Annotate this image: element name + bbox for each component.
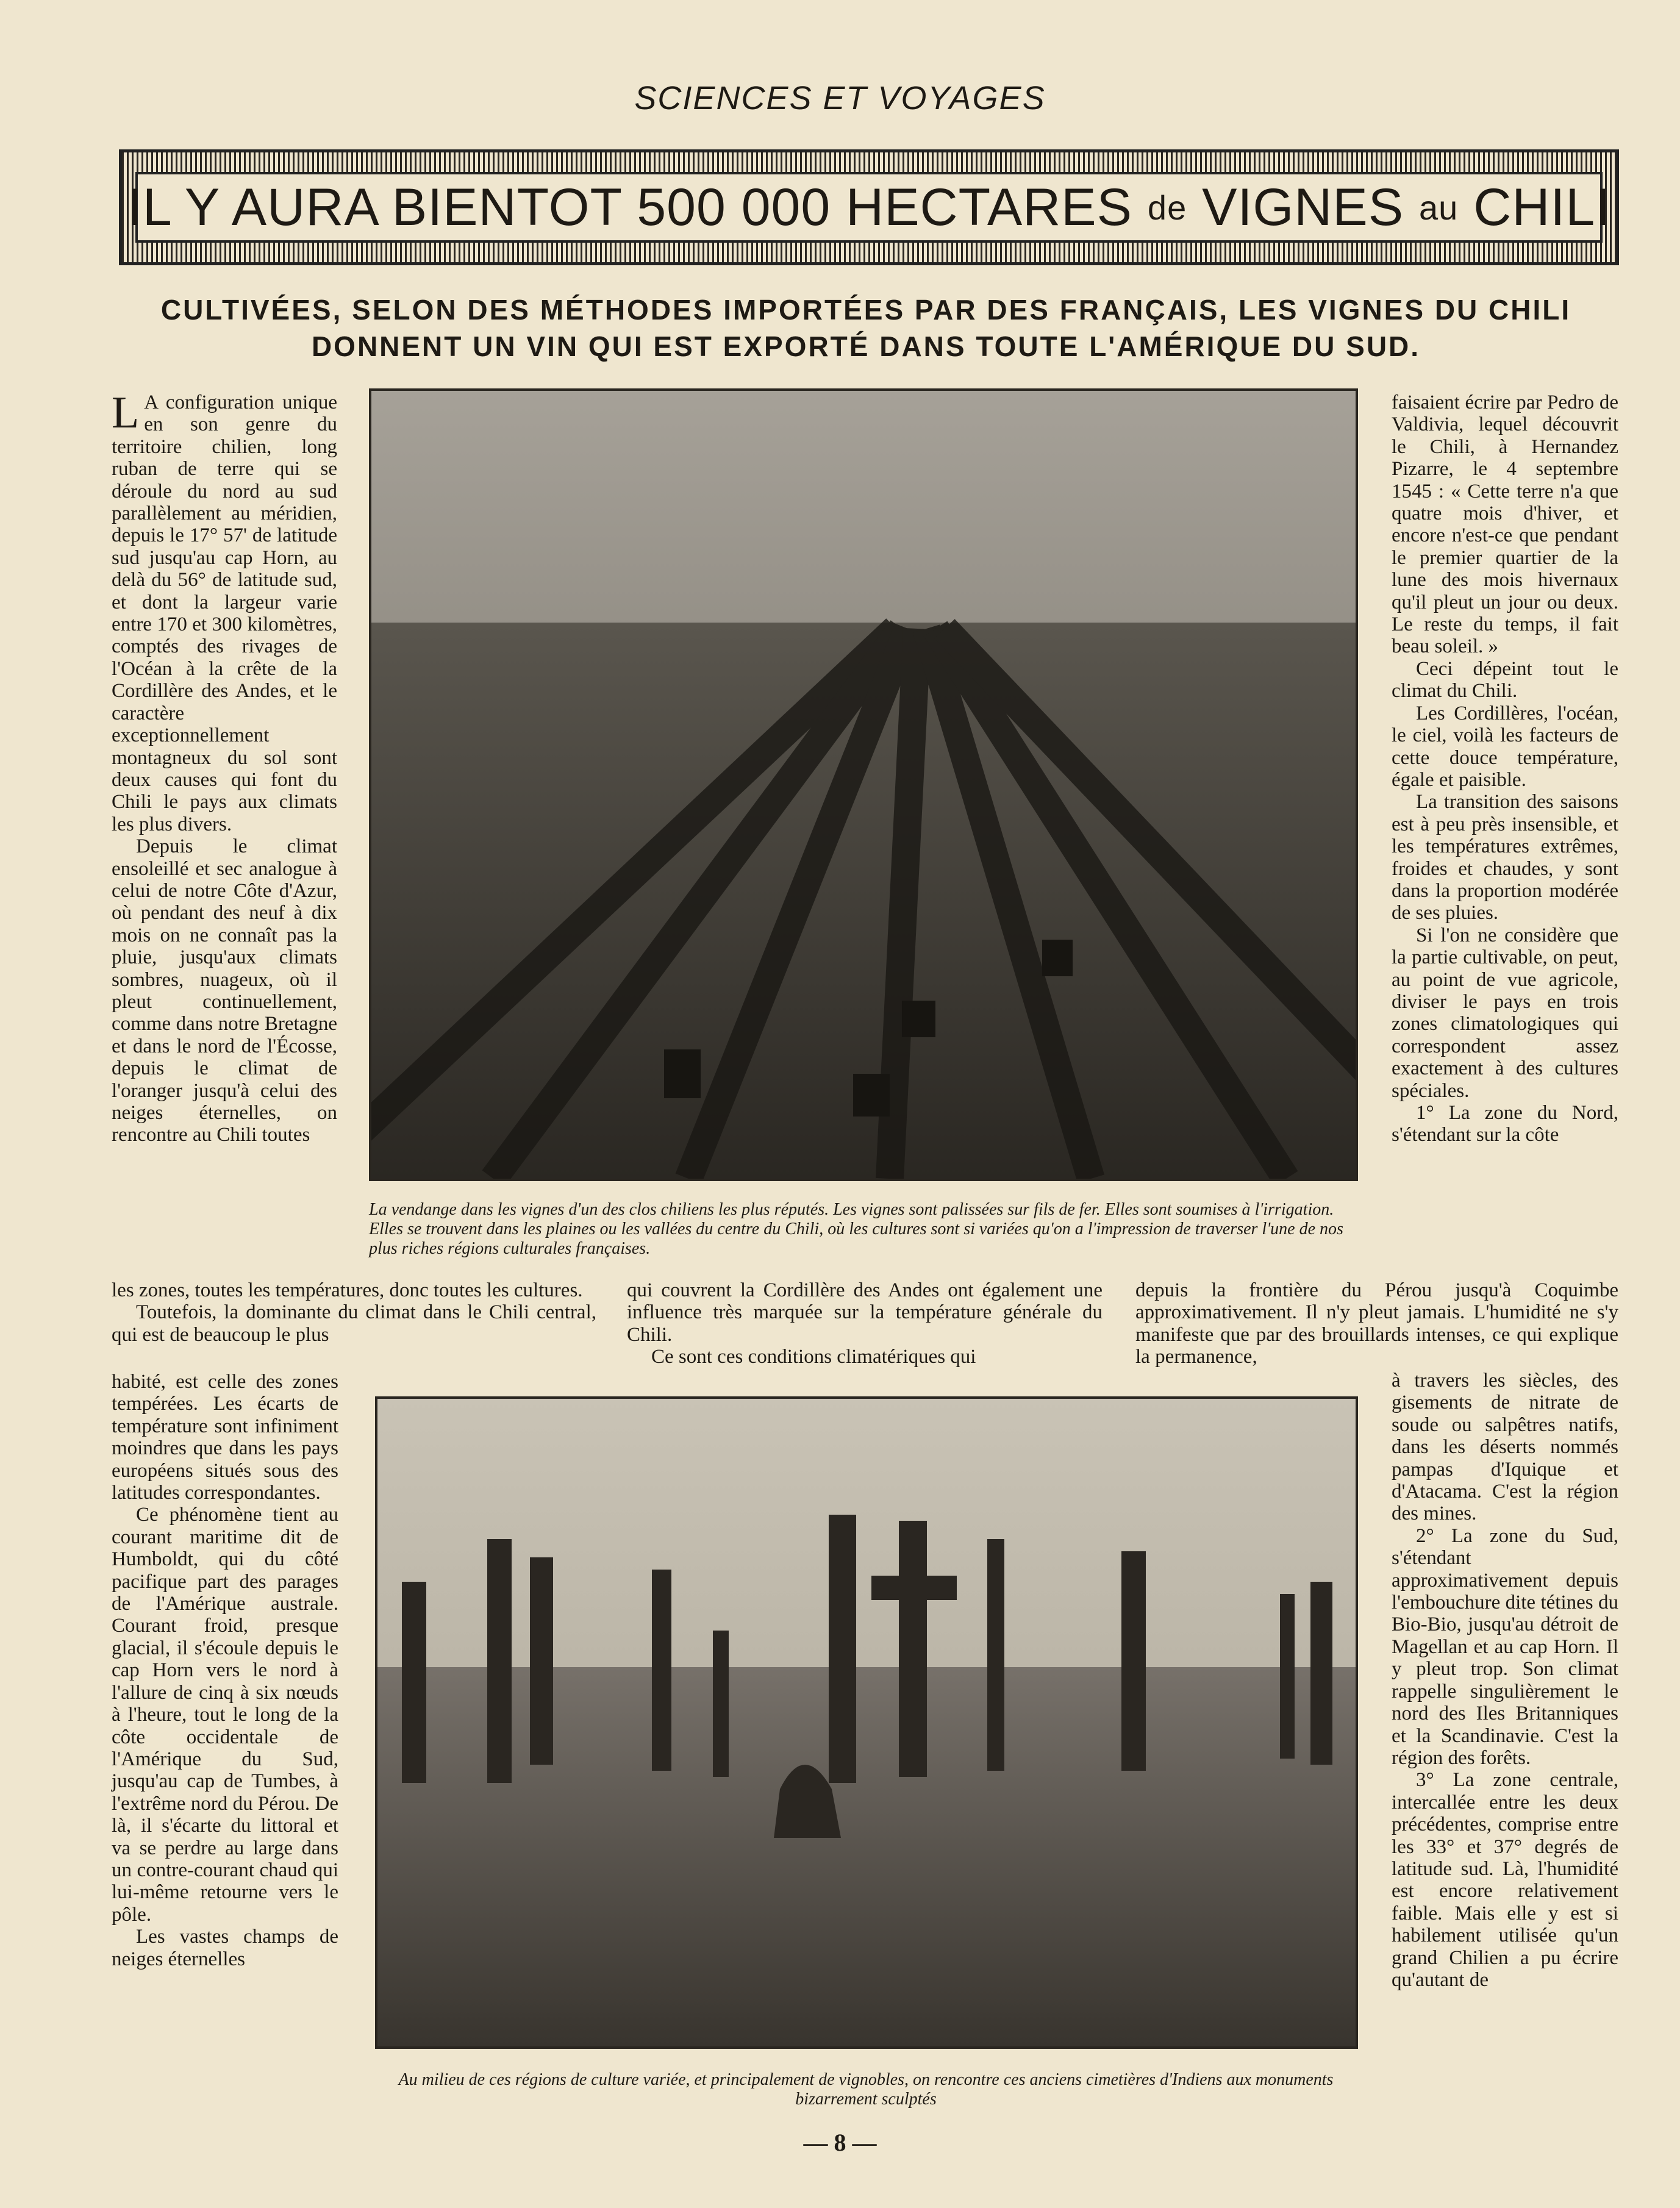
paragraph-zones: Si l'on ne considère que la partie cultivable, on peut, au point de vue agricole, diviser le pays en trois zones climatologiques qui correspondent assez exactement à des cultures spéciales. xyxy=(1392,924,1618,1102)
paragraph-valdivia: faisaient écrire par Pedro de Valdivia, lequel découvrit le Chili, à Hernandez Pizarre, le 4 septembre 1545 : « Cette terre n'a que quatre mois d'hiver, et encore n'est-ce que pendant le premier quartier de la lune des mois hivernaux qu'il pleut un jour ou deux. Le reste du temps, il fait beau soleil. » xyxy=(1392,391,1618,658)
article-title xyxy=(127,172,1611,243)
paragraph-humboldt: Ce phénomène tient au courant maritime dit de Humboldt, qui du côté pacifique part des parages de l'Amérique australe. Courant froid, presque glacial, il s'écoule depuis le cap Horn vers le nord à l'allure de cinq à six nœuds à l'heure, tout le long de la côte occidentale de l'Amérique du Sud, jusqu'au cap de Tumbes, à l'extrême nord du Pérou. De là, il s'écarte du littoral et va se perdre au large dans un contre-courant chaud qui lui-même retourne vers le pôle. xyxy=(112,1504,338,1926)
paragraph-climates: Depuis le climat ensoleillé et sec analogue à celui de notre Côte d'Azur, où pendant des neuf à dix mois on ne connaît pas la pluie, jusqu'aux climats sombres, nuageux, où il pleut continuellement, comme dans notre Bretagne et dans le nord de l'Écosse, depuis le climat de l'oranger jusqu'à celui des neiges éternelles, on rencontre au Chili toutes xyxy=(112,835,337,1146)
left-column-lower xyxy=(112,1371,338,2109)
paragraph-climate-summary: Ceci dépeint tout le climat du Chili. xyxy=(1392,657,1618,702)
paragraph-conditions: Ce sont ces conditions climatériques qui xyxy=(651,1346,976,1368)
paragraph-temperate: habité, est celle des zones tempérées. Les écarts de température sont infiniment moindres que dans les pays européens situés sous des latitudes correspondantes. xyxy=(112,1371,338,1504)
paragraph-cultures: les zones, toutes les températures, donc toutes les cultures. xyxy=(112,1279,583,1301)
paragraph-factors: Les Cordillères, l'océan, le ciel, voilà les facteurs de cette douce température, égale et paisible. xyxy=(1392,702,1618,791)
paragraph-transition: La transition des saisons est à peu près insensible, et les températures extrêmes, froides et chaudes, y sont dans la proportion modérée de ses pluies. xyxy=(1392,791,1618,924)
wide-band-left xyxy=(112,1279,596,1368)
vineyard-photo xyxy=(369,388,1358,1181)
title-part-a: IL Y AURA BIENTOT 500 000 HECTARES xyxy=(127,177,1133,237)
title-au: au xyxy=(1419,188,1459,227)
right-column-lower xyxy=(1392,1370,1618,2113)
title-part-c: CHILI xyxy=(1473,177,1611,237)
dropcap: L xyxy=(112,388,140,438)
paragraph-cordillere: qui couvrent la Cordillère des Andes ont également une influence très marquée sur la température générale du Chili. xyxy=(627,1279,1103,1346)
magazine-header: SCIENCES ET VOYAGES xyxy=(634,80,1046,116)
paragraph-snowfields: Les vastes champs de neiges éternelles xyxy=(112,1926,338,1970)
vineyard-caption: La vendange dans les vignes d'un des clos chiliens les plus réputés. Les vignes sont palissées sur fils de fer. Elles sont soumises à l'irrigation. Elles se trouvent dans les plaines ou les vallées du centre du Chili, où les cultures sont si variées qu'on a l'impression de traverser l'une de nos plus riches régions culturales françaises. xyxy=(369,1200,1343,1258)
paragraph-dominant: Toutefois, la dominante du climat dans le Chili central, qui est de beaucoup le plus xyxy=(112,1301,596,1346)
wide-band-middle xyxy=(627,1279,1103,1368)
cemetery-photo-icon xyxy=(377,1399,1356,2046)
article-subtitle: CULTIVÉES, SELON DES MÉTHODES IMPORTÉES PAR DES FRANÇAIS, LES VIGNES DU CHILI DONNENT UN VIN QUI EST EXPORTÉ DANS TOUTE L'AMÉRIQUE DU SUD. xyxy=(160,294,1571,362)
wide-band-right xyxy=(1135,1279,1618,1368)
title-banner xyxy=(119,149,1619,265)
paragraph-zone-south: 2° La zone du Sud, s'étendant approximativement depuis l'embouchure dite tétines du Bio-Bio, jusqu'au détroit de Magellan et au cap Horn. Il y pleut trop. Son climat rappelle singulièrement le nord des Iles Britanniques et la Scandinavie. C'est la région des forêts. xyxy=(1392,1524,1618,1769)
paragraph-intro: A configuration unique en son genre du territoire chilien, long ruban de terre qui se déroule du nord au sud parallèlement au méridien, depuis le 17° 57' de latitude sud jusqu'au cap Horn, au delà du 56° de latitude sud, et dont la largeur varie entre 170 et 300 kilomètres, comptés des rivages de l'Océan à la crête de la Cordillère des Andes, et le caractère exceptionnellement montagneux du sol sont deux causes qui font du Chili le pays aux climats les plus divers. xyxy=(112,391,337,835)
title-de: de xyxy=(1147,188,1187,227)
page-number: — 8 — xyxy=(803,2129,877,2156)
right-column-top xyxy=(1392,391,1618,1270)
vineyard-photo-icon xyxy=(371,391,1356,1179)
cemetery-caption: Au milieu de ces régions de culture variée, et principalement de vignobles, on rencontre ces anciens cimetières d'Indiens aux monuments bizarrement sculptés xyxy=(398,2070,1334,2109)
paragraph-north-zone: depuis la frontière du Pérou jusqu'à Coquimbe approximativement. Il n'y pleut jamais. L'humidité ne s'y manifeste que par des brouillards intenses, ce qui explique la permanence, xyxy=(1135,1279,1618,1368)
cemetery-photo xyxy=(375,1396,1358,2049)
paragraph-mines: à travers les siècles, des gisements de nitrate de soude ou salpêtres natifs, dans les déserts nommés pampas d'Iquique et d'Atacama. C'est la région des mines. xyxy=(1392,1370,1618,1525)
title-part-b: VIGNES xyxy=(1202,177,1404,237)
paragraph-zone-central: 3° La zone centrale, intercallée entre les deux précédentes, comprise entre les 33° et 37° degrés de latitude sud. Là, l'humidité est encore relativement faible. Mais elle y est si habilement utilisée qu'un grand Chilien a pu écrire qu'autant de xyxy=(1392,1769,1618,1991)
paragraph-zone-north: 1° La zone du Nord, s'étendant sur la côte xyxy=(1392,1102,1618,1146)
left-column-top xyxy=(112,388,337,1285)
